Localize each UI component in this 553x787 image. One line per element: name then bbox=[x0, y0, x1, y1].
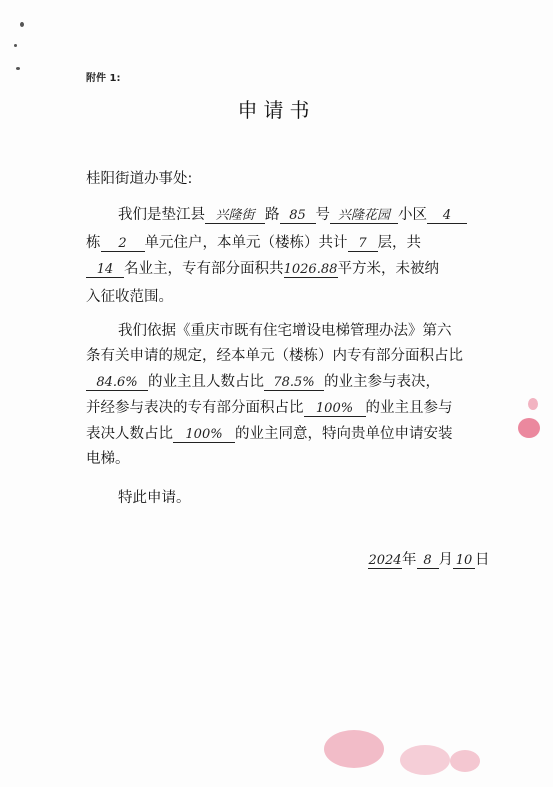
pct-people-voted-field: 100% bbox=[173, 427, 235, 443]
building-number-field: 4 bbox=[427, 208, 467, 224]
scan-dot bbox=[20, 22, 24, 27]
text-segment: 月 bbox=[438, 552, 453, 568]
p1-line1 bbox=[118, 203, 467, 224]
date-line bbox=[368, 548, 490, 569]
garden-field: 兴隆花园 bbox=[330, 204, 398, 224]
area-field: 1026.88 bbox=[283, 262, 338, 277]
p2-line2: 条有关申请的规定，经本单元（楼栋）内专有部分面积占比 bbox=[86, 348, 463, 364]
text-segment: 层，共 bbox=[377, 235, 421, 251]
red-stain bbox=[324, 730, 384, 768]
red-stain bbox=[400, 745, 450, 775]
text-segment: 号 bbox=[315, 207, 330, 223]
text-segment: 单元住户，本单元（楼栋）共计 bbox=[144, 235, 348, 251]
text-segment: 平方米，未被纳 bbox=[337, 261, 439, 277]
date-day: 10 bbox=[453, 553, 475, 569]
text-segment: 的业主且人数占比 bbox=[148, 374, 264, 390]
date-month: 8 bbox=[417, 553, 439, 569]
pct-people-field: 78.5% bbox=[264, 375, 324, 391]
text-segment: 表决人数占比 bbox=[86, 426, 173, 442]
date-year: 2024 bbox=[368, 553, 402, 568]
text-segment: 日 bbox=[475, 552, 490, 568]
p2-line4 bbox=[86, 396, 453, 417]
text-segment: 的业主参与表决， bbox=[324, 374, 440, 390]
text-segment: 小区 bbox=[398, 207, 427, 223]
floors-field: 7 bbox=[348, 236, 378, 252]
p2-line1: 我们依据《重庆市既有住宅增设电梯管理办法》第六 bbox=[118, 323, 452, 339]
text-segment: 年 bbox=[402, 552, 417, 568]
page-title: 申请书 bbox=[237, 98, 316, 122]
p1-line2 bbox=[86, 231, 421, 252]
red-stain bbox=[450, 750, 480, 772]
text-segment: 的业主且参与 bbox=[365, 400, 453, 416]
p2-line6: 电梯。 bbox=[86, 451, 130, 467]
text-segment: 的业主同意，特向贵单位申请安装 bbox=[235, 426, 453, 442]
scan-dot bbox=[14, 44, 17, 47]
owners-field: 14 bbox=[86, 262, 124, 278]
unit-field: 2 bbox=[101, 236, 145, 252]
text-segment: 我们是垫江县 bbox=[118, 207, 205, 223]
red-stain bbox=[518, 418, 540, 438]
attachment-label: 附件 1: bbox=[86, 73, 121, 84]
p2-line5 bbox=[86, 422, 453, 443]
road-field: 兴隆街 bbox=[205, 204, 265, 224]
pct-area-voted-field: 100% bbox=[304, 401, 366, 417]
p1-line4: 入征收范围。 bbox=[86, 289, 173, 305]
addressee: 桂阳街道办事处: bbox=[86, 171, 193, 187]
pct-area-field: 84.6% bbox=[86, 375, 148, 391]
scan-dot bbox=[16, 67, 20, 70]
text-segment: 栋 bbox=[86, 235, 101, 251]
text-segment: 并经参与表决的专有部分面积占比 bbox=[86, 400, 304, 416]
red-stain bbox=[528, 398, 538, 410]
p1-line3 bbox=[86, 257, 439, 278]
p2-line3 bbox=[86, 370, 440, 391]
closing: 特此申请。 bbox=[118, 490, 191, 506]
text-segment: 名业主，专有部分面积共 bbox=[124, 261, 284, 277]
number-field: 85 bbox=[280, 208, 316, 224]
text-segment: 路 bbox=[265, 207, 280, 223]
